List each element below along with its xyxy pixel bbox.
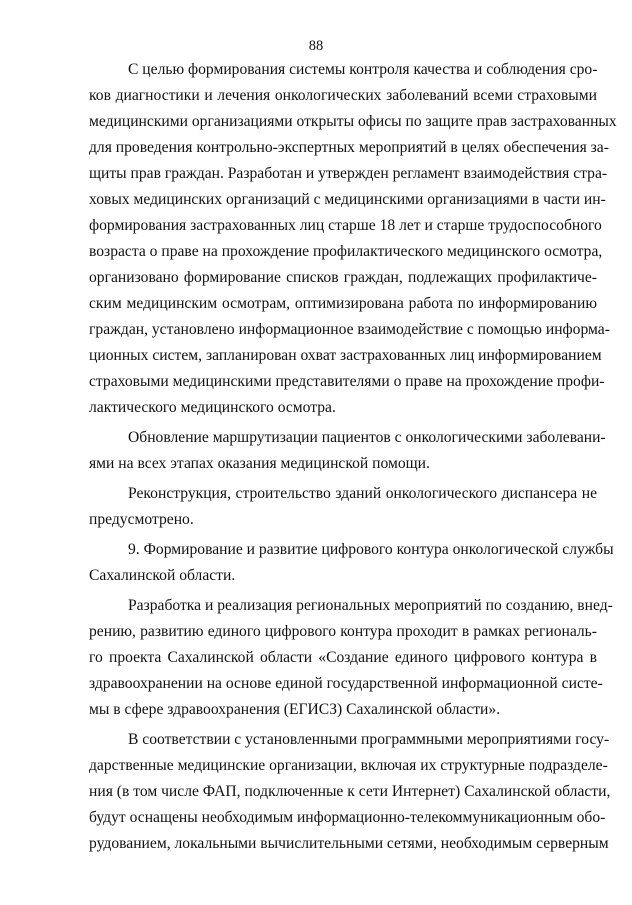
text-line: будут оснащены необходимым информационно-телекоммуникационным обо- — [89, 809, 606, 826]
text-line: Разработка и реализация региональных мероприятий по созданию, внед- — [128, 597, 613, 614]
page-number: 88 — [308, 38, 324, 54]
text-line: ния (в том числе ФАП, подключенные к сети Интернет) Сахалинской области, — [89, 783, 611, 800]
text-line: медицинскими организациями открыты офисы по защите прав застрахованных — [89, 113, 617, 130]
text-line: го проекта Сахалинской области «Создание единого цифрового контура в — [89, 649, 597, 666]
text-line: ционных систем, запланирован охват застрахованных лиц информированием — [89, 347, 602, 364]
text-line: С целью формирования системы контроля качества и соблюдения сро- — [128, 61, 598, 78]
text-line: организовано формирование списков граждан, подлежащих профилактиче- — [89, 269, 597, 286]
text-line: дарственные медицинские организации, включая их структурные подразделе- — [89, 757, 608, 774]
section-heading: 9. Формирование и развитие цифрового контура онкологической службы — [128, 541, 614, 558]
text-line: Реконструкция, строительство зданий онкологического диспансера не — [128, 485, 597, 502]
text-line: предусмотрено. — [89, 511, 194, 528]
text-line: мы в сфере здравоохранения (ЕГИСЗ) Сахалинской области». — [89, 701, 501, 718]
text-line: для проведения контрольно-экспертных мероприятий в целях обеспечения за- — [89, 139, 609, 156]
section-heading: Сахалинской области. — [89, 567, 236, 584]
text-line: возраста о праве на прохождение профилактического медицинского осмотра, — [89, 243, 603, 260]
text-line: страховыми медицинскими представителями о праве на прохождение профи- — [89, 373, 605, 390]
text-line: Обновление маршрутизации пациентов с онкологическими заболевани- — [128, 429, 606, 446]
text-line: ков диагностики и лечения онкологических заболеваний всеми страховыми — [89, 87, 597, 104]
text-line: рению, развитию единого цифрового контура проходит в рамках региональ- — [89, 623, 597, 640]
text-line: рудованием, локальными вычислительными сетями, необходимым серверным — [89, 835, 609, 852]
text-line: щиты прав граждан. Разработан и утвержден регламент взаимодействия стра- — [89, 165, 608, 182]
text-line: здравоохранении на основе единой государственной информационной систе- — [89, 675, 603, 692]
text-line: формирования застрахованных лиц старше 18 лет и старше трудоспособного — [89, 217, 602, 234]
text-line: ским медицинским осмотрам, оптимизирована работа по информированию — [89, 295, 597, 312]
text-line: граждан, установлено информационное взаимодействие с помощью информа- — [89, 321, 610, 338]
text-line: лактического медицинского осмотра. — [89, 399, 336, 416]
text-line: ями на всех этапах оказания медицинской помощи. — [89, 455, 430, 472]
text-line: В соответствии с установленными программными мероприятиями госу- — [128, 731, 610, 748]
text-line: ховых медицинских организаций с медицинскими организациями в части ин- — [89, 191, 606, 208]
